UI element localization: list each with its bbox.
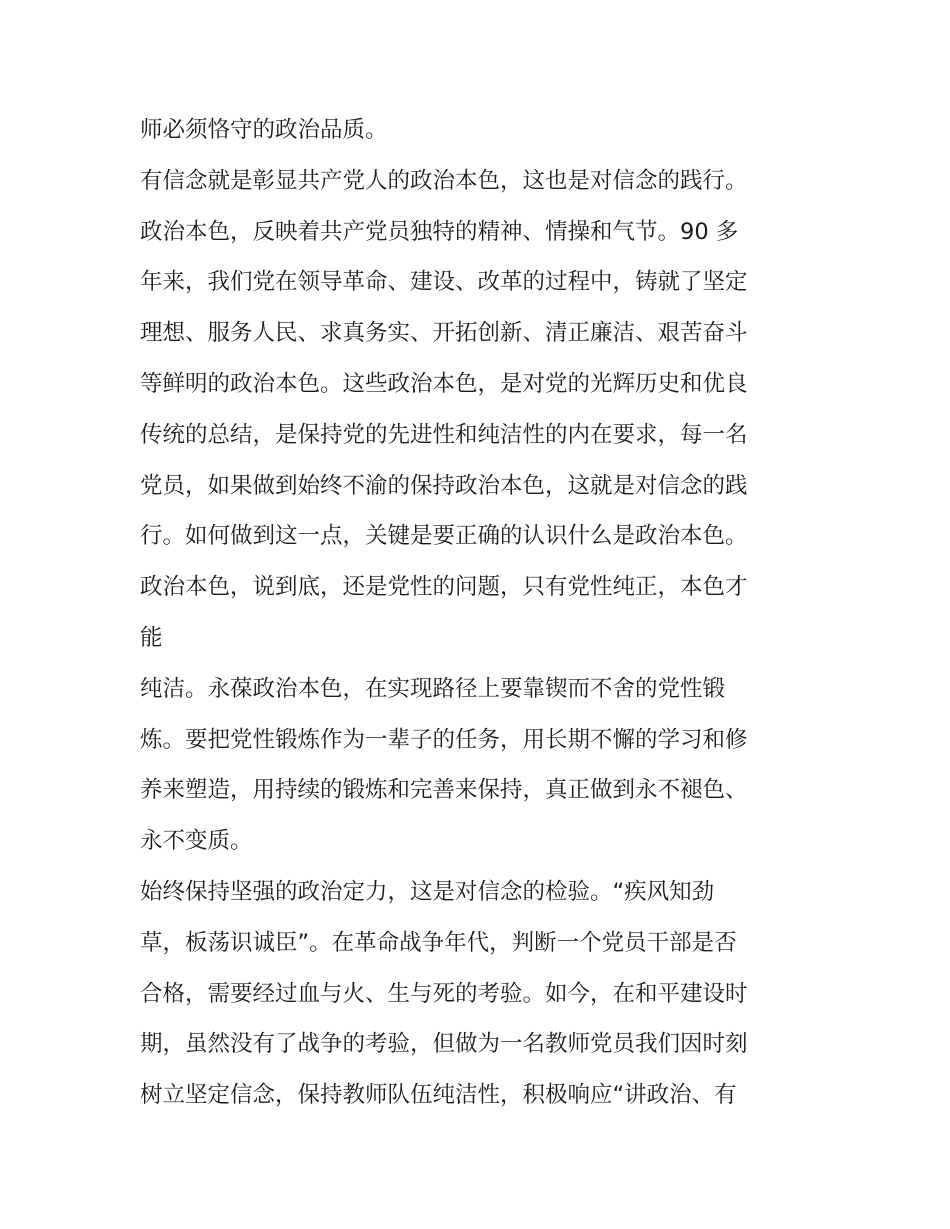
text-line: 能 [140, 624, 163, 651]
text-line: 政治本色，说到底，还是党性的问题，只有党性纯正，本色才 [140, 574, 748, 601]
text-line: 政治本色，反映着共产党员独特的精神、情操和气节。90 多 [140, 218, 739, 245]
text-line: 期，虽然没有了战争的考验，但做为一名教师党员我们因时刻 [140, 1031, 748, 1058]
text-line: 纯洁。永葆政治本色，在实现路径上要靠锲而不舍的党性锻 [140, 675, 726, 702]
text-line: 永不变质。 [140, 828, 253, 855]
text-line: 理想、服务人民、求真务实、开拓创新、清正廉洁、艰苦奋斗 [140, 320, 748, 347]
text-line: 树立坚定信念，保持教师队伍纯洁性，积极响应“讲政治、有 [140, 1082, 737, 1109]
text-line: 行。如何做到这一点，关键是要正确的认识什么是政治本色。 [140, 523, 748, 550]
text-line: 师必须恪守的政治品质。 [140, 117, 388, 143]
text-line: 年来，我们党在领导革命、建设、改革的过程中，铸就了坚定 [140, 269, 748, 296]
text-line: 草，板荡识诚臣”。在革命战争年代，判断一个党员干部是否 [140, 929, 737, 956]
text-line: 养来塑造，用持续的锻炼和完善来保持，真正做到永不褪色、 [140, 777, 748, 804]
text-line: 始终保持坚强的政治定力，这是对信念的检验。“疾风知劲 [140, 878, 715, 905]
body-text [140, 107, 820, 1123]
text-line: 党员，如果做到始终不渝的保持政治本色，这就是对信念的践 [140, 472, 748, 499]
text-line: 等鲜明的政治本色。这些政治本色，是对党的光辉历史和优良 [140, 370, 748, 397]
text-line: 合格，需要经过血与火、生与死的考验。如今，在和平建设时 [140, 980, 748, 1007]
text-line: 有信念就是彰显共产党人的政治本色，这也是对信念的践行。 [140, 167, 748, 194]
text-line: 炼。要把党性锻炼作为一辈子的任务，用长期不懈的学习和修 [140, 726, 748, 753]
text-line: 传统的总结，是保持党的先进性和纯洁性的内在要求，每一名 [140, 421, 748, 448]
